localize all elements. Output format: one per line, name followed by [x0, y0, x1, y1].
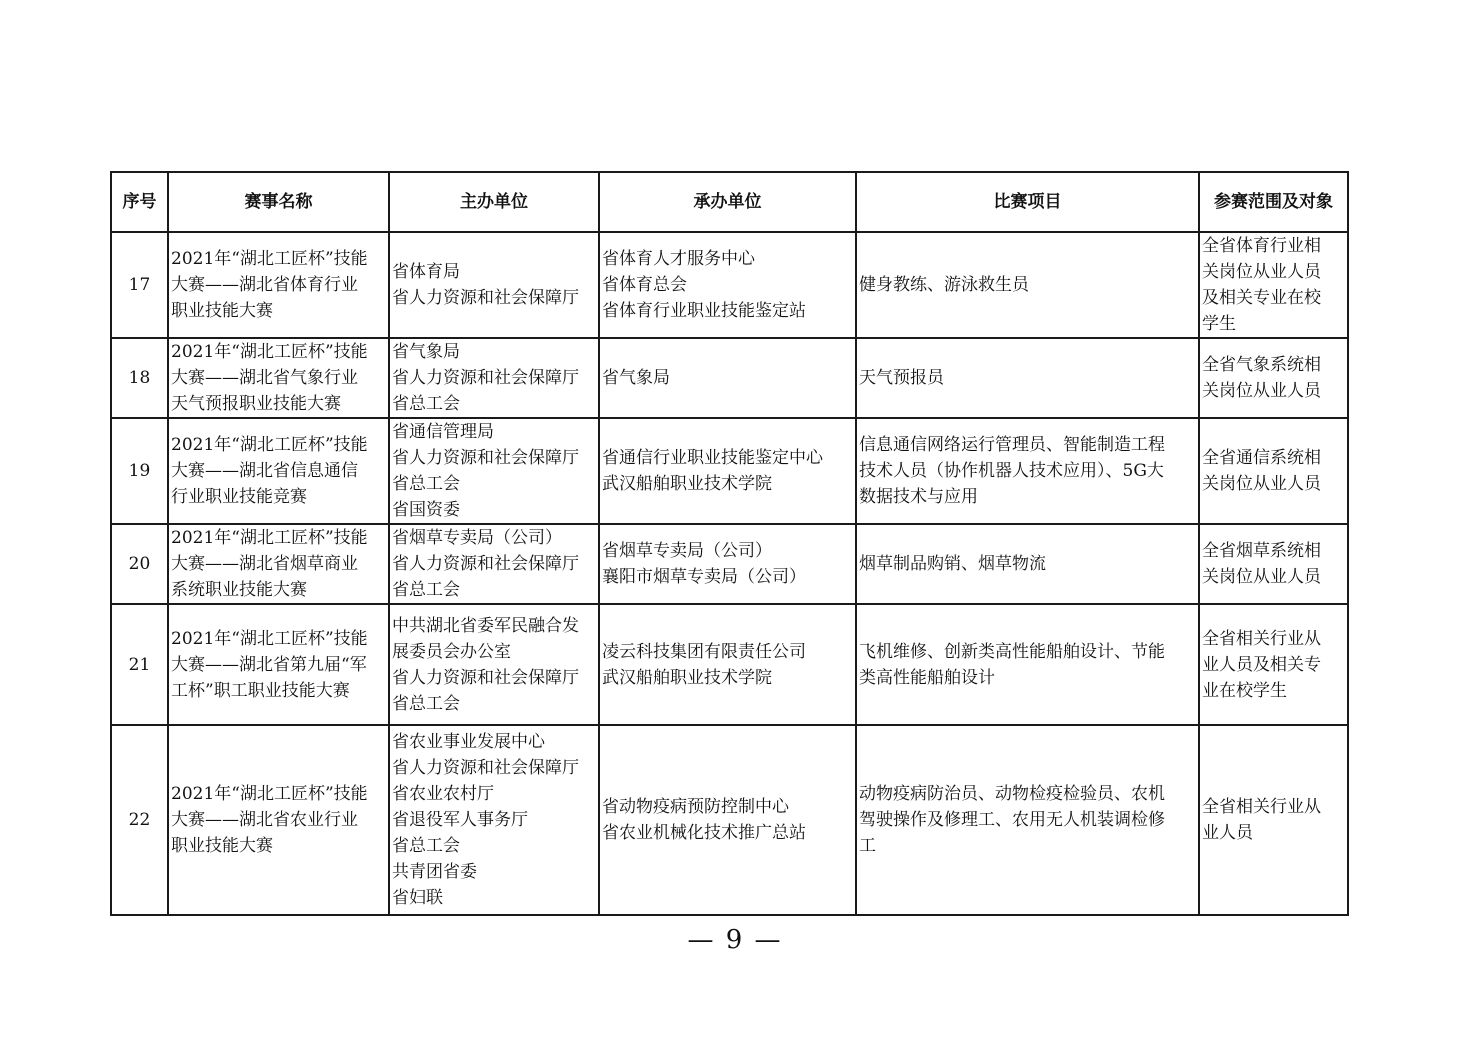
row-event-name: [168, 338, 389, 418]
row-events: [856, 604, 1199, 725]
text-line: 职业技能大赛: [171, 301, 273, 321]
row-no: 22: [111, 725, 168, 915]
text-line: 天气预报员: [859, 368, 944, 388]
text-line: 大赛——湖北省烟草商业: [171, 554, 358, 574]
text-line: 省总工会: [392, 693, 460, 714]
text-line: 健身教练、游泳救生员: [859, 275, 1029, 295]
row-organizers: [599, 725, 856, 915]
row-organizers: [599, 524, 856, 604]
row-events: [856, 524, 1199, 604]
header-no: 序号: [111, 172, 168, 232]
row-scope: [1199, 604, 1348, 725]
text-line: 省人力资源和社会保障厅: [392, 448, 579, 468]
row-event-name: [168, 232, 389, 338]
text-line: 大赛——湖北省气象行业: [171, 368, 358, 388]
header-scope: 参赛范围及对象: [1199, 172, 1348, 232]
text-line: 类高性能船舶设计: [859, 667, 995, 688]
text-line: 省总工会: [392, 474, 460, 494]
text-line: 省人力资源和社会保障厅: [392, 368, 579, 388]
text-line: 省烟草专卖局（公司）: [392, 528, 562, 548]
text-line: 省人力资源和社会保障厅: [392, 288, 579, 308]
text-line: 天气预报职业技能大赛: [171, 394, 341, 414]
text-line: 省体育总会: [602, 275, 687, 295]
text-line: 武汉船舶职业技术学院: [602, 667, 772, 688]
text-line: 驾驶操作及修理工、农用无人机装调检修: [859, 810, 1165, 830]
row-event-name: [168, 524, 389, 604]
text-line: 大赛——湖北省农业行业: [171, 810, 358, 830]
text-line: 系统职业技能大赛: [171, 580, 307, 600]
text-line: 省体育行业职业技能鉴定站: [602, 301, 806, 321]
text-line: 工: [859, 836, 876, 856]
text-line: 全省相关行业从: [1202, 628, 1321, 649]
text-line: 业人员: [1202, 823, 1253, 843]
row-hosts: [389, 232, 599, 338]
row-organizers: [599, 338, 856, 418]
row-events: [856, 232, 1199, 338]
text-line: 全省气象系统相: [1202, 355, 1321, 375]
text-line: 省人力资源和社会保障厅: [392, 554, 579, 574]
row-no: 17: [111, 232, 168, 338]
text-line: 动物疫病防治员、动物检疫检验员、农机: [859, 784, 1165, 804]
header-hosts: 主办单位: [389, 172, 599, 232]
text-line: 2021年“湖北工匠杯”技能: [171, 784, 368, 804]
text-line: 2021年“湖北工匠杯”技能: [171, 435, 368, 455]
row-hosts: [389, 725, 599, 915]
text-line: 大赛——湖北省信息通信: [171, 461, 358, 481]
table-row: [111, 338, 1348, 418]
header-organizers: 承办单位: [599, 172, 856, 232]
row-hosts: [389, 524, 599, 604]
table-row: [111, 725, 1348, 915]
row-no: 19: [111, 418, 168, 524]
row-event-name: [168, 604, 389, 725]
text-line: 襄阳市烟草专卖局（公司）: [602, 567, 806, 587]
text-line: 省动物疫病预防控制中心: [602, 797, 789, 817]
row-organizers: [599, 604, 856, 725]
text-line: 省气象局: [392, 342, 460, 362]
text-line: 凌云科技集团有限责任公司: [602, 641, 806, 662]
text-line: 省农业事业发展中心: [392, 732, 545, 752]
text-line: 飞机维修、创新类高性能船舶设计、节能: [859, 641, 1165, 662]
text-line: 省体育局: [392, 262, 460, 282]
row-scope: [1199, 524, 1348, 604]
text-line: 省总工会: [392, 580, 460, 600]
text-line: 省通信行业职业技能鉴定中心: [602, 448, 823, 468]
table-header-row: [111, 172, 1348, 232]
text-line: 省退役军人事务厅: [392, 810, 528, 830]
text-line: 大赛——湖北省体育行业: [171, 275, 358, 295]
row-events: [856, 725, 1199, 915]
text-line: 大赛——湖北省第九届“军: [171, 654, 367, 675]
table-body: [111, 232, 1348, 915]
text-line: 省国资委: [392, 500, 460, 520]
text-line: 烟草制品购销、烟草物流: [859, 554, 1046, 574]
row-event-name: [168, 725, 389, 915]
text-line: 技术人员（协作机器人技术应用）、5G大: [859, 461, 1164, 481]
row-scope: [1199, 418, 1348, 524]
text-line: 省烟草专卖局（公司）: [602, 541, 772, 561]
row-hosts: [389, 338, 599, 418]
text-line: 全省烟草系统相: [1202, 541, 1321, 561]
text-line: 业人员及相关专: [1202, 654, 1321, 675]
row-scope: [1199, 338, 1348, 418]
text-line: 业在校学生: [1202, 680, 1287, 701]
text-line: 关岗位从业人员: [1202, 567, 1321, 587]
text-line: 省人力资源和社会保障厅: [392, 667, 579, 688]
text-line: 数据技术与应用: [859, 487, 978, 507]
row-events: [856, 418, 1199, 524]
text-line: 全省相关行业从: [1202, 797, 1321, 817]
text-line: 省总工会: [392, 836, 460, 856]
table-row: [111, 232, 1348, 338]
row-hosts: [389, 604, 599, 725]
text-line: 省农业机械化技术推广总站: [602, 823, 806, 843]
page-number: — 9 —: [687, 925, 783, 955]
row-no: 18: [111, 338, 168, 418]
text-line: 行业职业技能竞赛: [171, 487, 307, 507]
text-line: 关岗位从业人员: [1202, 262, 1321, 282]
table-row: [111, 604, 1348, 725]
table-row: [111, 524, 1348, 604]
text-line: 工杯”职工职业技能大赛: [171, 680, 350, 701]
text-line: 关岗位从业人员: [1202, 474, 1321, 494]
text-line: 共青团省委: [392, 862, 477, 882]
row-event-name: [168, 418, 389, 524]
row-scope: [1199, 725, 1348, 915]
row-scope: [1199, 232, 1348, 338]
text-line: 中共湖北省委军民融合发: [392, 615, 579, 636]
text-line: 2021年“湖北工匠杯”技能: [171, 249, 368, 269]
text-line: 省体育人才服务中心: [602, 249, 755, 269]
events-table: [110, 171, 1349, 916]
text-line: 省总工会: [392, 394, 460, 414]
text-line: 信息通信网络运行管理员、智能制造工程: [859, 435, 1165, 455]
table-row: [111, 418, 1348, 524]
row-organizers: [599, 232, 856, 338]
header-events: 比赛项目: [856, 172, 1199, 232]
text-line: 职业技能大赛: [171, 836, 273, 856]
text-line: 全省体育行业相: [1202, 236, 1321, 256]
events-table-container: [110, 171, 1347, 916]
text-line: 省妇联: [392, 888, 443, 908]
text-line: 武汉船舶职业技术学院: [602, 474, 772, 494]
text-line: 2021年“湖北工匠杯”技能: [171, 628, 368, 649]
text-line: 及相关专业在校: [1202, 288, 1321, 308]
text-line: 展委员会办公室: [392, 641, 511, 662]
text-line: 省人力资源和社会保障厅: [392, 758, 579, 778]
row-hosts: [389, 418, 599, 524]
row-organizers: [599, 418, 856, 524]
text-line: 学生: [1202, 314, 1236, 334]
text-line: 省气象局: [602, 368, 670, 388]
text-line: 全省通信系统相: [1202, 448, 1321, 468]
header-event-name: 赛事名称: [168, 172, 389, 232]
row-no: 21: [111, 604, 168, 725]
text-line: 2021年“湖北工匠杯”技能: [171, 528, 368, 548]
text-line: 省通信管理局: [392, 422, 494, 442]
text-line: 2021年“湖北工匠杯”技能: [171, 342, 368, 362]
row-events: [856, 338, 1199, 418]
text-line: 关岗位从业人员: [1202, 381, 1321, 401]
text-line: 省农业农村厅: [392, 784, 494, 804]
row-no: 20: [111, 524, 168, 604]
